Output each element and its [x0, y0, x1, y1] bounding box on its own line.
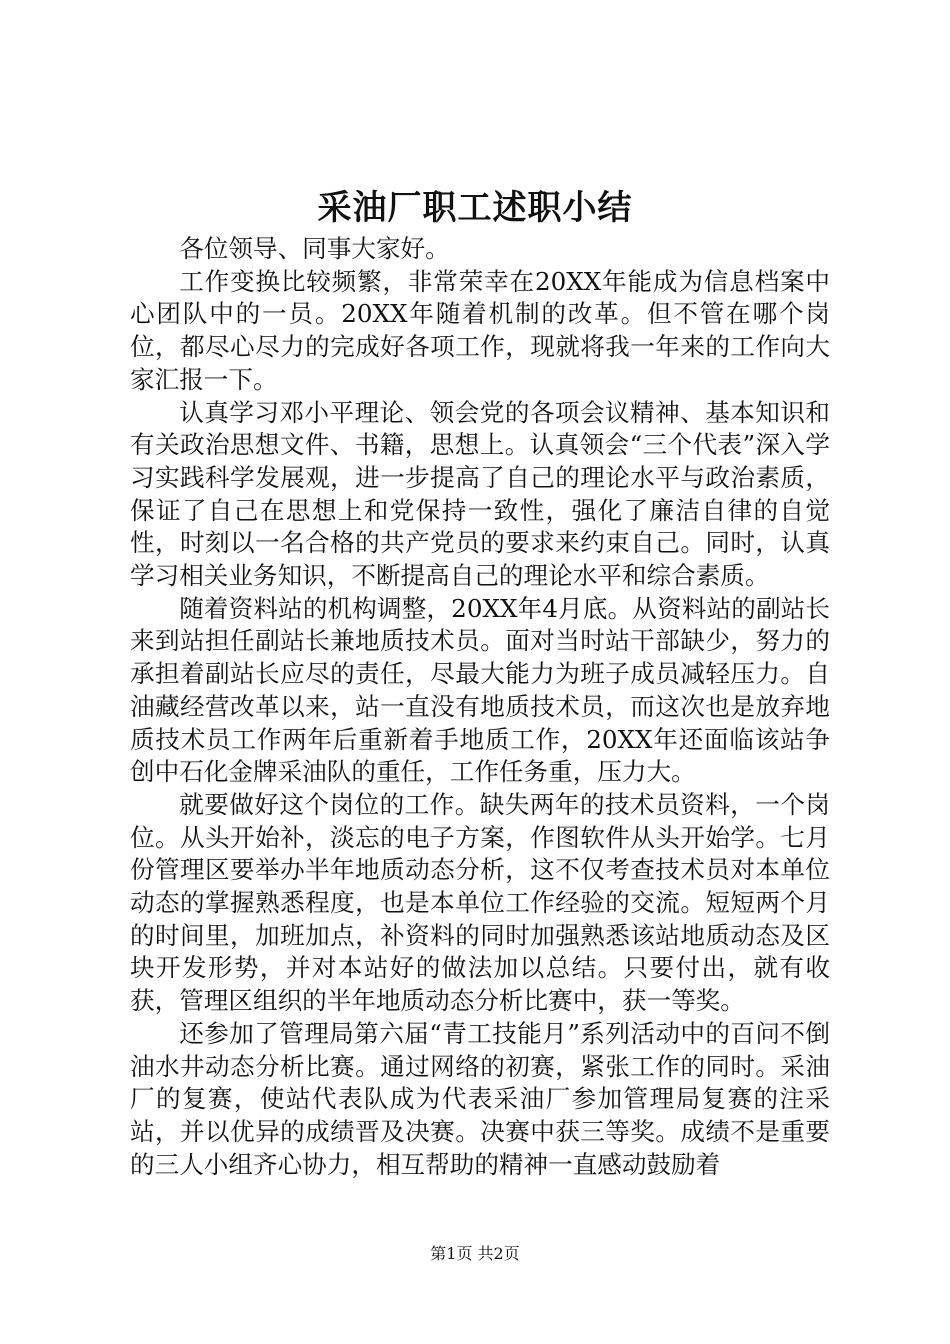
document-title: 采油厂职工述职小结	[317, 188, 633, 228]
paragraph-intro: 工作变换比较频繁，非常荣幸在20XX年能成为信息档案中心团队中的一员。20XX年随着机制的改革。但不管在哪个岗位，都尽心尽力的完成好各项工作，现就将我一年来的工作向大家汇报一下。	[130, 266, 830, 394]
paragraph-competition: 还参加了管理局第六届“青工技能月”系列活动中的百问不倒油水井动态分析比赛。通过网络的初赛，紧张工作的同时。采油厂的复赛，使站代表队成为代表采油厂参加管理局复赛的注采站，并以优异的成绩晋及决赛。决赛中获三等奖。成绩不是重要的三人小组齐心协力，相互帮助的精神一直感动鼓励着	[130, 1018, 830, 1179]
paragraph-position: 随着资料站的机构调整，20XX年4月底。从资料站的副站长来到站担任副站长兼地质技术员。面对当时站干部缺少，努力的承担着副站长应尽的责任，尽最大能力为班子成员减轻压力。自油藏经营改革以来，站一直没有地质技术员，而这次也是放弃地质技术员工作两年后重新着手地质工作，20XX年还面临该站争创中石化金牌采油队的重任，工作任务重，压力大。	[130, 593, 830, 787]
document-body	[130, 233, 830, 1181]
paragraph-work: 就要做好这个岗位的工作。缺失两年的技术员资料，一个岗位。从头开始补，淡忘的电子方案，作图软件从头开始学。七月份管理区要举办半年地质动态分析，这不仅考查技术员对本单位动态的掌握熟悉程度，也是本单位工作经验的交流。短短两个月的时间里，加班加点，补资料的同时加强熟悉该站地质动态及区块开发形势，并对本站好的做法加以总结。只要付出，就有收获，管理区组织的半年地质动态分析比赛中，获一等奖。	[130, 789, 830, 1016]
paragraph-greeting: 各位领导、同事大家好。	[179, 234, 450, 263]
paragraph-study: 认真学习邓小平理论、领会党的各项会议精神、基本知识和有关政治思想文件、书籍，思想上。认真领会“三个代表”深入学习实践科学发展观，进一步提高了自己的理论水平与政治素质，保证了自己在思想上和党保持一致性，强化了廉洁自律的自觉性，时刻以一名合格的共产党员的要求来约束自己。同时，认真学习相关业务知识，不断提高自己的理论水平和综合素质。	[130, 397, 830, 591]
page-number-footer: 第1页 共2页	[430, 1244, 520, 1263]
